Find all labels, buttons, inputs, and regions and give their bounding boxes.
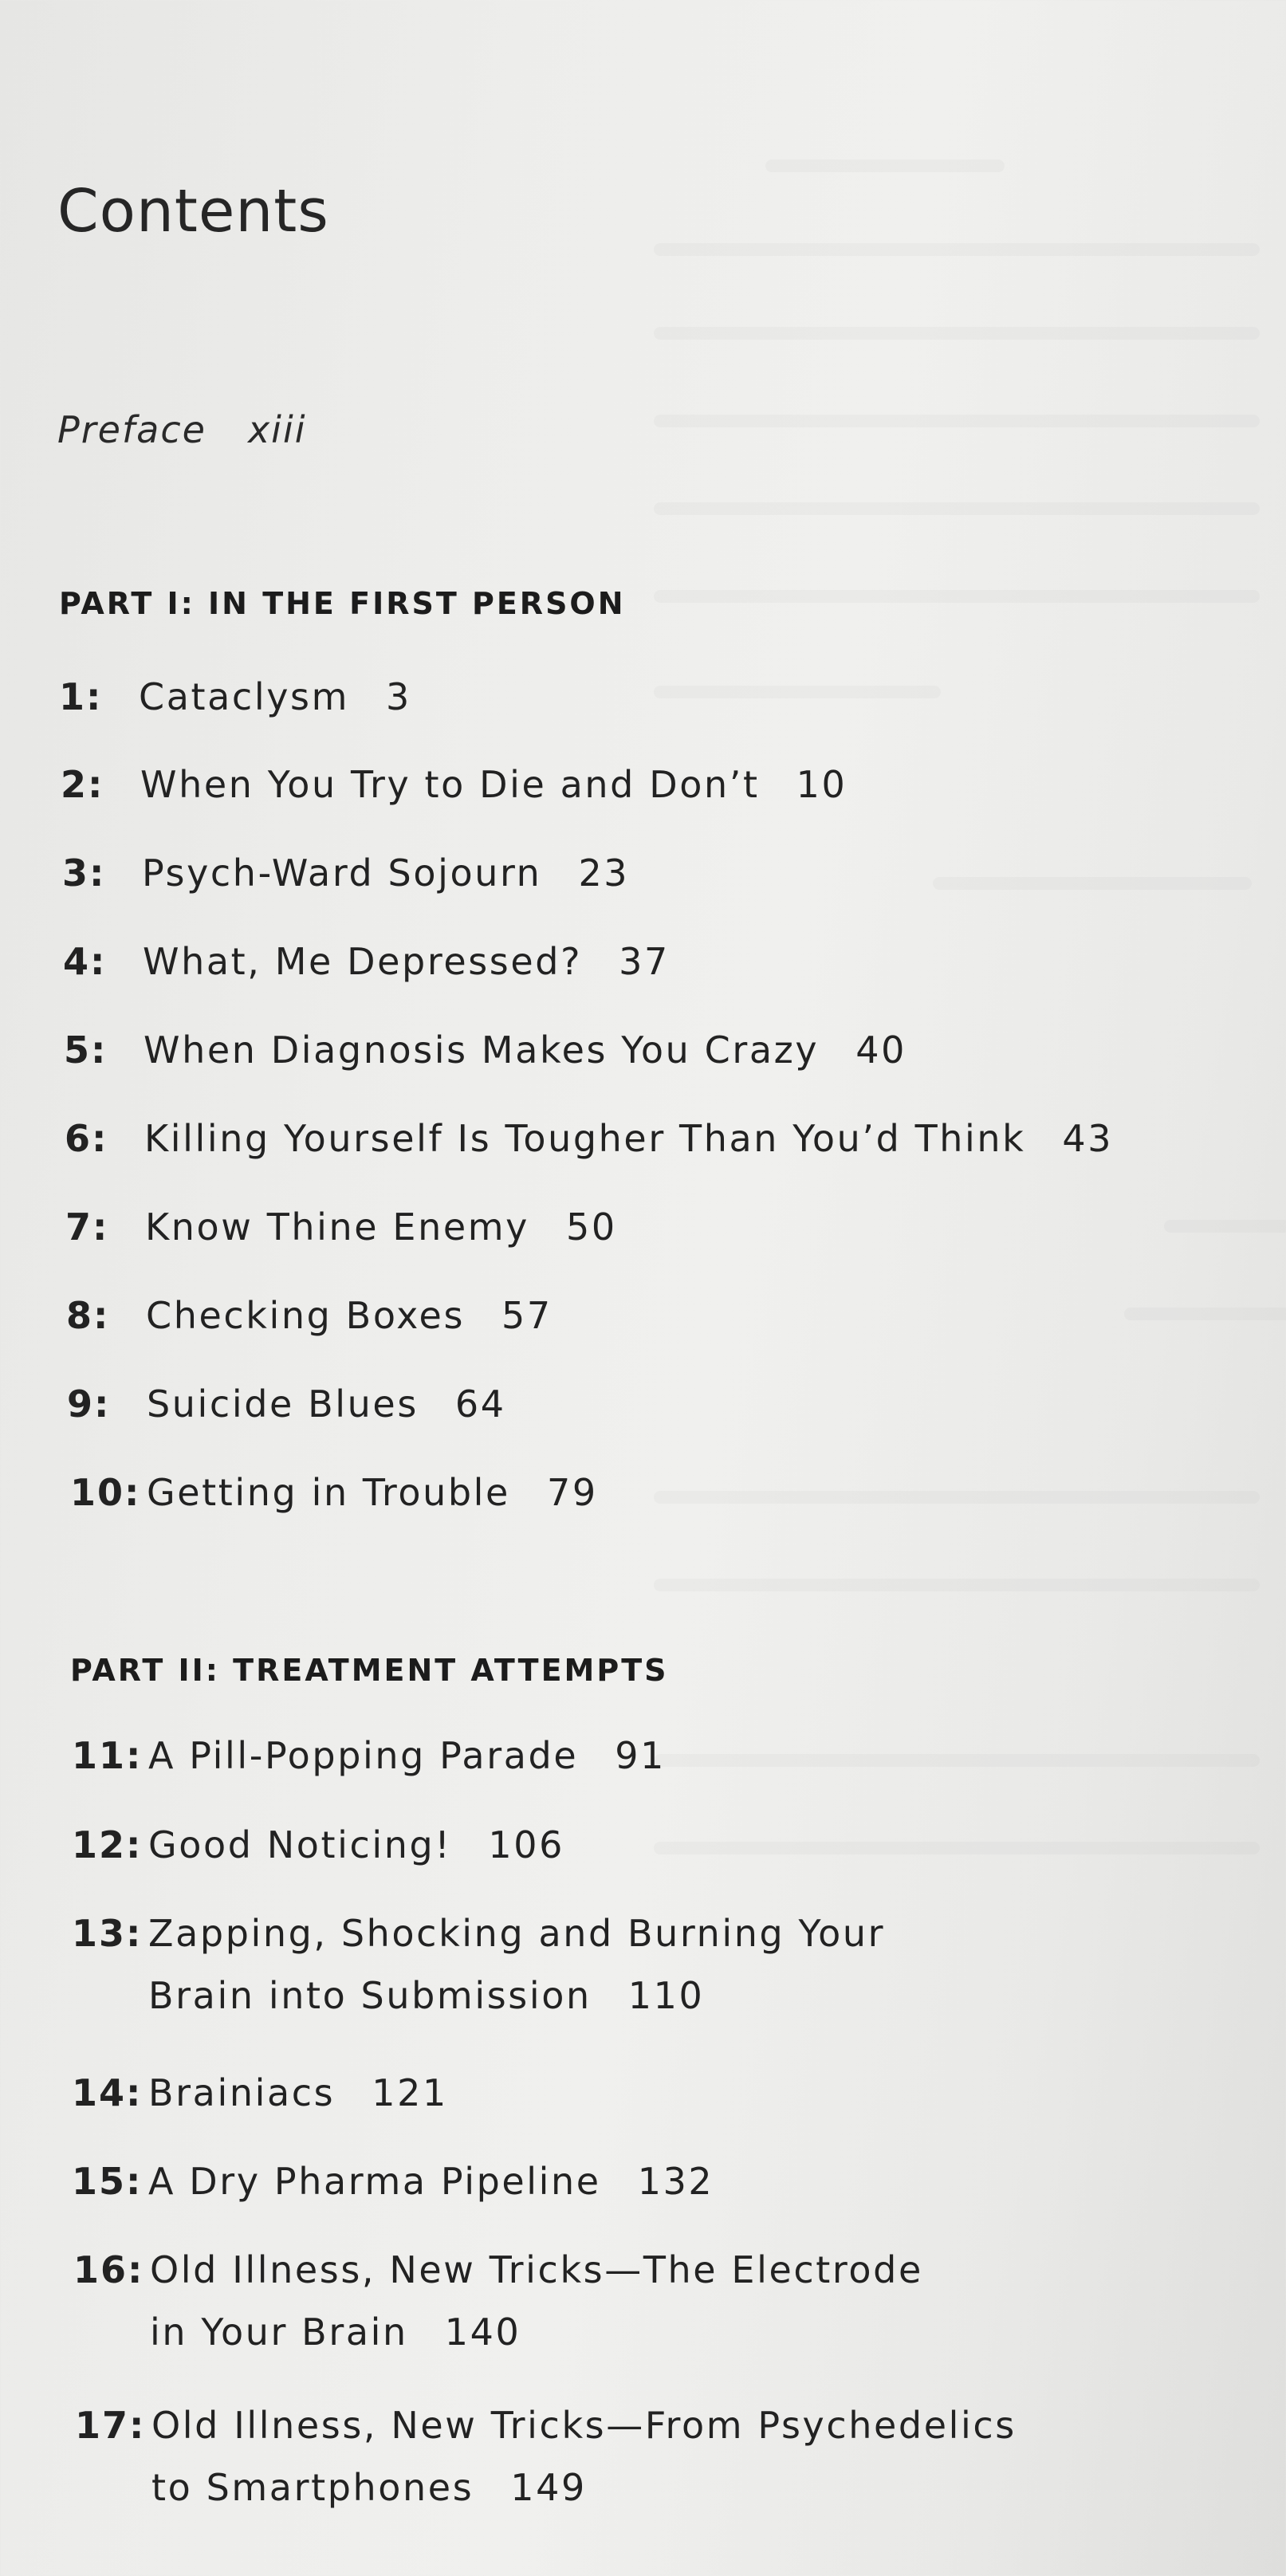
chapter-page: 106 — [488, 1823, 564, 1866]
chapter-entry — [72, 1814, 564, 1876]
show-through-line — [654, 415, 1260, 427]
chapter-number: 10: — [70, 1471, 141, 1514]
chapter-title: Know Thine Enemy — [145, 1205, 529, 1249]
chapter-title: When Diagnosis Makes You Crazy — [144, 1028, 820, 1072]
chapter-title: Suicide Blues — [147, 1382, 419, 1426]
show-through-line — [1164, 1220, 1286, 1233]
chapter-number: 8: — [66, 1294, 110, 1337]
chapter-entry — [73, 2239, 923, 2363]
chapter-title: Checking Boxes — [146, 1294, 466, 1337]
chapter-entry — [65, 1107, 1113, 1170]
chapter-page: 149 — [510, 2466, 587, 2509]
chapter-number: 16: — [73, 2248, 144, 2291]
preface-entry — [57, 408, 307, 451]
show-through-line — [654, 502, 1260, 515]
chapter-title: When You Try to Die and Don’t — [140, 763, 760, 806]
chapter-entry — [66, 1284, 553, 1347]
chapter-page: 64 — [454, 1382, 506, 1426]
chapter-entry — [67, 1373, 506, 1435]
chapter-title: What, Me Depressed? — [143, 940, 583, 983]
show-through-line — [654, 1842, 1260, 1854]
chapter-title: Killing Yourself Is Tougher Than You’d Think — [144, 1117, 1026, 1160]
chapter-title-line1: Old Illness, New Tricks—From Psychedelics — [151, 2404, 1017, 2447]
show-through-line — [654, 1579, 1260, 1591]
chapter-entry — [70, 1461, 598, 1524]
chapter-number: 5: — [64, 1028, 108, 1072]
preface-page: xiii — [247, 408, 307, 451]
part-heading: PART II: TREATMENT ATTEMPTS — [70, 1653, 669, 1688]
chapter-entry — [59, 666, 411, 728]
show-through-line — [654, 1491, 1260, 1504]
chapter-page: 121 — [372, 2071, 448, 2114]
show-through-line — [654, 243, 1260, 256]
chapter-entry — [75, 2394, 1017, 2519]
chapter-title: Psych-Ward Sojourn — [142, 851, 542, 895]
chapter-number: 13: — [72, 1912, 143, 1955]
chapter-number: 15: — [72, 2160, 143, 2203]
chapter-title-line2: Brain into Submission — [148, 1974, 592, 2017]
chapter-page: 37 — [619, 940, 670, 983]
chapter-page: 91 — [615, 1734, 666, 1777]
chapter-number: 9: — [67, 1382, 111, 1426]
chapter-title: Cataclysm — [139, 675, 350, 718]
chapter-page: 57 — [501, 1294, 553, 1337]
chapter-entry — [72, 2062, 448, 2124]
chapter-entry — [65, 1196, 617, 1258]
chapter-entry — [64, 1019, 906, 1081]
show-through-line — [654, 1754, 1260, 1767]
chapter-page: 10 — [796, 763, 848, 806]
chapter-page: 110 — [627, 1974, 705, 2017]
chapter-number: 14: — [72, 2071, 143, 2114]
chapter-entry — [63, 930, 670, 993]
show-through-line — [654, 327, 1260, 340]
chapter-number: 3: — [62, 851, 106, 895]
show-through-line — [1124, 1308, 1286, 1320]
chapter-number: 17: — [75, 2404, 146, 2447]
chapter-number: 1: — [59, 675, 103, 718]
chapter-page: 40 — [855, 1028, 906, 1072]
chapter-number: 12: — [72, 1823, 143, 1866]
chapter-title: Getting in Trouble — [147, 1471, 510, 1514]
chapter-page: 50 — [565, 1205, 617, 1249]
chapter-title-line2: in Your Brain — [150, 2311, 408, 2354]
chapter-title: Good Noticing! — [148, 1823, 452, 1866]
chapter-title: A Dry Pharma Pipeline — [148, 2160, 601, 2203]
show-through-line — [765, 159, 1005, 172]
show-through-line — [654, 686, 941, 698]
show-through-line — [933, 877, 1252, 890]
chapter-title-line2: to Smartphones — [151, 2466, 474, 2509]
chapter-title-line1: Zapping, Shocking and Burning Your — [148, 1912, 886, 1955]
chapter-title: A Pill-Popping Parade — [148, 1734, 579, 1777]
chapter-page: 43 — [1062, 1117, 1114, 1160]
part-heading: PART I: IN THE FIRST PERSON — [59, 586, 626, 621]
chapter-page: 140 — [444, 2311, 521, 2354]
show-through-line — [654, 590, 1260, 603]
chapter-number: 6: — [65, 1117, 108, 1160]
chapter-page: 132 — [637, 2160, 714, 2203]
chapter-page: 23 — [578, 851, 630, 895]
chapter-page: 79 — [546, 1471, 598, 1514]
chapter-entry — [72, 2150, 714, 2212]
chapter-entry — [61, 753, 847, 816]
preface-label: Preface — [57, 408, 206, 451]
chapter-page: 3 — [386, 675, 411, 718]
chapter-entry — [62, 842, 629, 904]
chapter-entry — [72, 1725, 666, 1787]
chapter-number: 2: — [61, 763, 104, 806]
chapter-entry — [72, 1902, 885, 2027]
chapter-title: Brainiacs — [148, 2071, 336, 2114]
chapter-title-line1: Old Illness, New Tricks—The Electrode — [150, 2248, 923, 2291]
chapter-number: 4: — [63, 940, 107, 983]
chapter-number: 11: — [72, 1734, 143, 1777]
chapter-number: 7: — [65, 1205, 109, 1249]
page-title: Contents — [57, 177, 329, 246]
